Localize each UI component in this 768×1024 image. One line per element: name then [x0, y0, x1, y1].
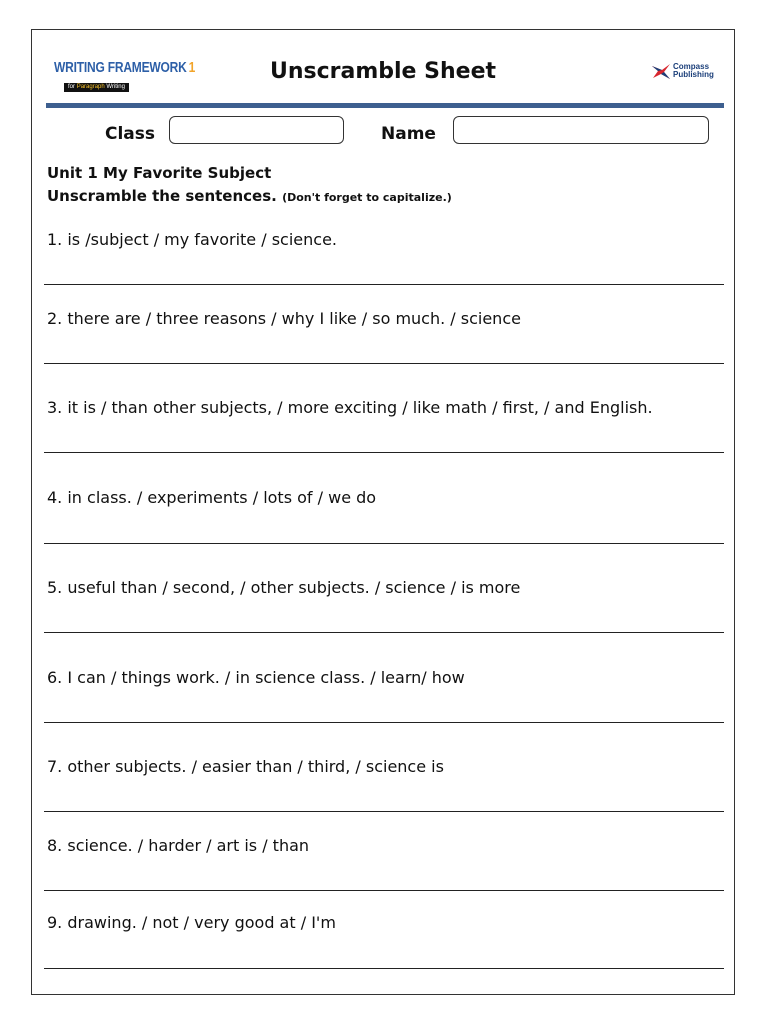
- worksheet: [31, 29, 735, 995]
- question-8: 8. science. / harder / art is / than: [47, 836, 310, 855]
- instruction-note: (Don't forget to capitalize.): [282, 191, 452, 204]
- question-5: 5. useful than / second, / other subjects. / science / is more: [47, 578, 521, 597]
- header: [32, 30, 734, 110]
- star-icon: [650, 62, 672, 80]
- instruction-text: Unscramble the sentences.: [47, 187, 277, 205]
- name-field[interactable]: [453, 116, 709, 144]
- logo-compass-text: Compass: [673, 62, 710, 71]
- page-title: Unscramble Sheet: [269, 59, 496, 84]
- class-field[interactable]: [169, 116, 344, 144]
- answer-line-7[interactable]: [44, 811, 724, 812]
- logo-publishing-text: Publishing: [673, 70, 714, 79]
- name-label: Name: [381, 124, 436, 144]
- answer-line-5[interactable]: [44, 632, 724, 633]
- answer-line-2[interactable]: [44, 363, 724, 364]
- compass-publishing-logo: [650, 62, 714, 80]
- answer-line-8[interactable]: [44, 890, 724, 891]
- class-label: Class: [105, 124, 156, 144]
- unit-title: Unit 1 My Favorite Subject: [47, 164, 272, 182]
- logo-number: 1: [188, 59, 196, 76]
- question-1: 1. is /subject / my favorite / science.: [47, 230, 337, 249]
- question-3: 3. it is / than other subjects, / more exciting / like math / first, / and English.: [47, 398, 653, 417]
- instruction: [47, 187, 452, 205]
- answer-line-6[interactable]: [44, 722, 724, 723]
- header-rule: [46, 103, 724, 108]
- answer-line-3[interactable]: [44, 452, 724, 453]
- question-7: 7. other subjects. / easier than / third, / science is: [47, 757, 444, 776]
- question-9: 9. drawing. / not / very good at / I'm: [47, 913, 336, 932]
- answer-line-9[interactable]: [44, 968, 724, 969]
- logo-subtitle: for Paragraph Writing: [64, 83, 129, 92]
- answer-line-1[interactable]: [44, 284, 724, 285]
- logo-title: WRITING FRAMEWORK: [54, 59, 187, 76]
- question-6: 6. I can / things work. / in science class. / learn/ how: [47, 668, 465, 687]
- student-info: [32, 116, 734, 148]
- question-2: 2. there are / three reasons / why I like / so much. / science: [47, 309, 521, 328]
- answer-line-4[interactable]: [44, 543, 724, 544]
- question-4: 4. in class. / experiments / lots of / we do: [47, 488, 377, 507]
